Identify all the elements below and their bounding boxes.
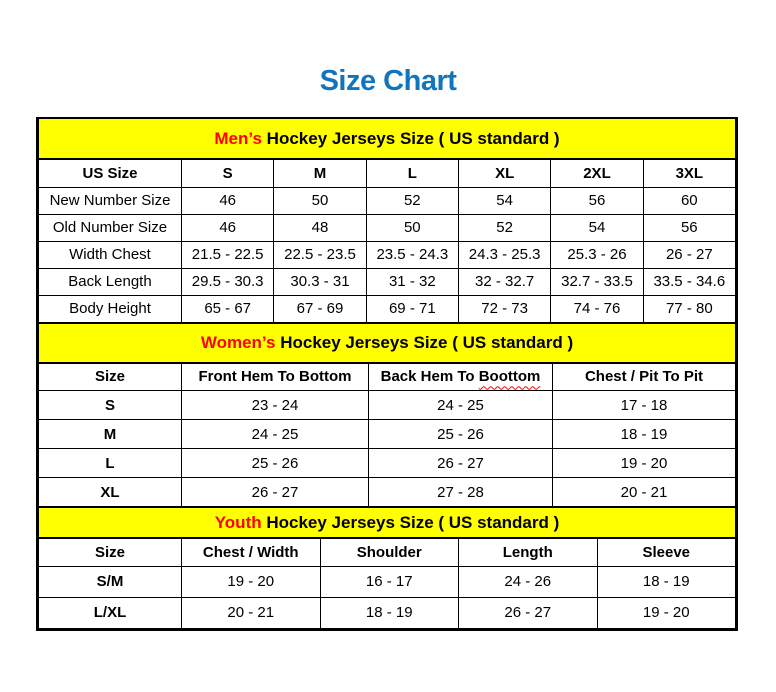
mens-section-band — [39, 119, 736, 159]
data-cell: 24 - 25 — [369, 391, 553, 420]
data-cell: 18 - 19 — [320, 597, 459, 628]
data-cell: 17 - 18 — [553, 391, 736, 420]
womens-size-table — [38, 322, 736, 508]
data-cell: 19 - 20 — [182, 566, 321, 597]
band-text: Hockey Jerseys Size ( US standard ) — [266, 128, 560, 148]
row-label: S/M — [39, 566, 182, 597]
column-header: Size — [39, 363, 182, 391]
data-cell: 26 - 27 — [643, 241, 735, 268]
data-cell: 23 - 24 — [182, 391, 369, 420]
size-chart-table — [36, 117, 738, 631]
column-header: Front Hem To Bottom — [182, 363, 369, 391]
data-cell: 52 — [366, 187, 458, 214]
data-cell: 56 — [551, 187, 643, 214]
data-cell: 72 - 73 — [458, 295, 550, 322]
data-cell: 67 - 69 — [274, 295, 366, 322]
row-label: Back Length — [39, 268, 182, 295]
data-cell: 77 - 80 — [643, 295, 735, 322]
data-cell: 22.5 - 23.5 — [274, 241, 366, 268]
row-label: S — [39, 391, 182, 420]
column-header: US Size — [39, 159, 182, 187]
data-cell: 26 - 27 — [369, 449, 553, 478]
data-cell: 46 — [182, 214, 274, 241]
table-row — [39, 420, 736, 449]
row-label: Body Height — [39, 295, 182, 322]
page-title: Size Chart — [319, 65, 457, 97]
youth-header-row — [39, 538, 736, 566]
row-label: Width Chest — [39, 241, 182, 268]
data-cell: 65 - 67 — [182, 295, 274, 322]
data-cell: 24 - 26 — [459, 566, 598, 597]
data-cell: 24 - 25 — [182, 420, 369, 449]
data-cell: 32.7 - 33.5 — [551, 268, 643, 295]
data-cell: 31 - 32 — [366, 268, 458, 295]
mens-band-row — [39, 119, 736, 159]
data-cell: 30.3 - 31 — [274, 268, 366, 295]
band-text: Hockey Jerseys Size ( US standard ) — [280, 332, 574, 352]
band-highlight: Youth — [214, 512, 262, 532]
womens-band-row — [39, 323, 736, 363]
misspelled-word: Boottom — [478, 368, 541, 386]
data-cell: 19 - 20 — [597, 597, 736, 628]
data-cell: 46 — [182, 187, 274, 214]
data-cell: 25 - 26 — [182, 449, 369, 478]
data-cell: 56 — [643, 214, 735, 241]
row-label: New Number Size — [39, 187, 182, 214]
data-cell: 48 — [274, 214, 366, 241]
column-header: Size — [39, 538, 182, 566]
data-cell: 27 - 28 — [369, 478, 553, 507]
column-header: 2XL — [551, 159, 643, 187]
data-cell: 16 - 17 — [320, 566, 459, 597]
data-cell: 52 — [458, 214, 550, 241]
data-cell: 20 - 21 — [553, 478, 736, 507]
column-header: Shoulder — [320, 538, 459, 566]
data-cell: 32 - 32.7 — [458, 268, 550, 295]
data-cell: 25 - 26 — [369, 420, 553, 449]
column-header: Length — [459, 538, 598, 566]
table-row — [39, 449, 736, 478]
data-cell: 74 - 76 — [551, 295, 643, 322]
data-cell: 25.3 - 26 — [551, 241, 643, 268]
row-label: L — [39, 449, 182, 478]
column-header: Chest / Pit To Pit — [553, 363, 736, 391]
column-header: M — [274, 159, 366, 187]
youth-section-band — [39, 507, 736, 538]
data-cell: 23.5 - 24.3 — [366, 241, 458, 268]
row-label: L/XL — [39, 597, 182, 628]
table-row — [39, 241, 736, 268]
data-cell: 33.5 - 34.6 — [643, 268, 735, 295]
column-header: 3XL — [643, 159, 735, 187]
data-cell: 54 — [551, 214, 643, 241]
row-label: Old Number Size — [39, 214, 182, 241]
mens-size-table — [38, 119, 736, 323]
band-highlight: Men’s — [214, 128, 262, 148]
womens-header-row — [39, 363, 736, 391]
data-cell: 54 — [458, 187, 550, 214]
youth-band-row — [39, 507, 736, 538]
data-cell: 18 - 19 — [553, 420, 736, 449]
table-row — [39, 295, 736, 322]
row-label: M — [39, 420, 182, 449]
column-header — [369, 363, 553, 391]
data-cell: 50 — [274, 187, 366, 214]
table-row — [39, 478, 736, 507]
data-cell: 21.5 - 22.5 — [182, 241, 274, 268]
band-highlight: Women’s — [200, 332, 276, 352]
row-label: XL — [39, 478, 182, 507]
mens-header-row — [39, 159, 736, 187]
table-row — [39, 268, 736, 295]
table-row — [39, 597, 736, 628]
data-cell: 69 - 71 — [366, 295, 458, 322]
youth-size-table — [38, 506, 736, 629]
data-cell: 26 - 27 — [459, 597, 598, 628]
column-header: XL — [458, 159, 550, 187]
column-header: Chest / Width — [182, 538, 321, 566]
womens-section-band — [39, 323, 736, 363]
data-cell: 29.5 - 30.3 — [182, 268, 274, 295]
table-row — [39, 187, 736, 214]
data-cell: 20 - 21 — [182, 597, 321, 628]
column-header: L — [366, 159, 458, 187]
data-cell: 60 — [643, 187, 735, 214]
table-row — [39, 391, 736, 420]
band-text: Hockey Jerseys Size ( US standard ) — [266, 512, 560, 532]
column-header-text: Back Hem To — [380, 368, 479, 386]
column-header: Sleeve — [597, 538, 736, 566]
data-cell: 26 - 27 — [182, 478, 369, 507]
table-row — [39, 566, 736, 597]
data-cell: 24.3 - 25.3 — [458, 241, 550, 268]
data-cell: 19 - 20 — [553, 449, 736, 478]
data-cell: 50 — [366, 214, 458, 241]
data-cell: 18 - 19 — [597, 566, 736, 597]
table-row — [39, 214, 736, 241]
column-header: S — [182, 159, 274, 187]
